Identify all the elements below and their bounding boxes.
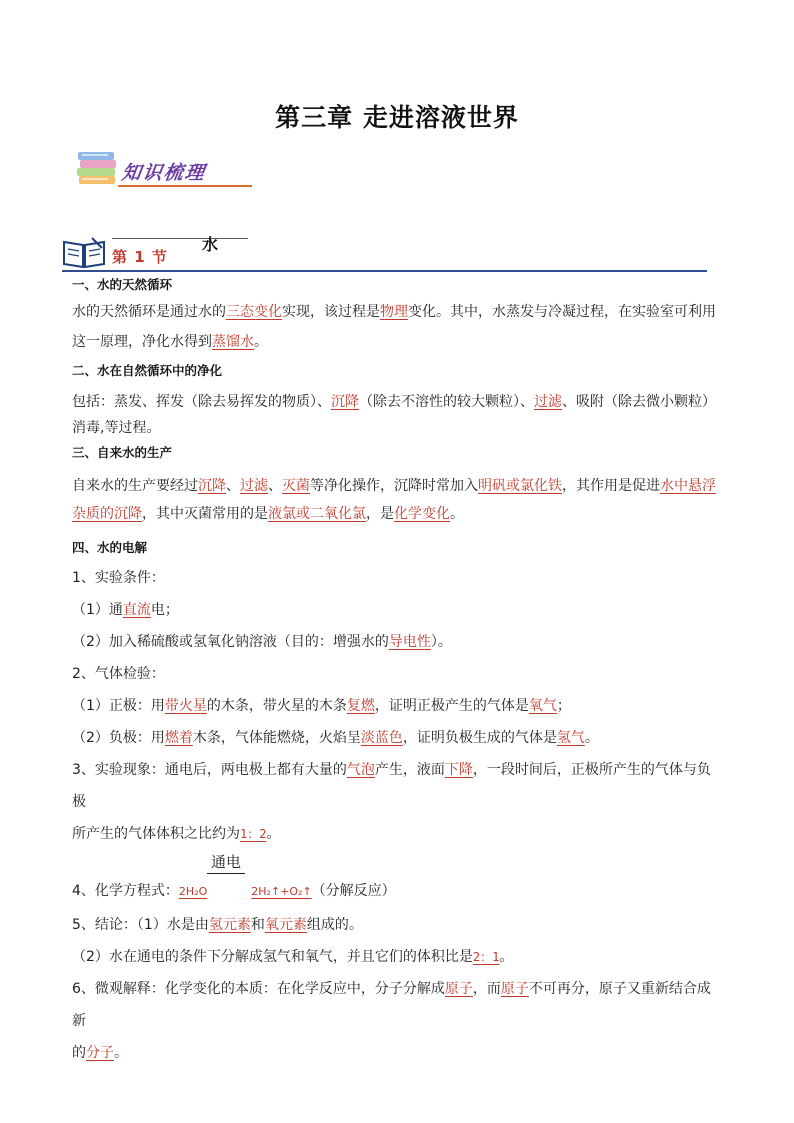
heading-natural-purification: 二、水在自然循环中的净化 — [72, 363, 223, 378]
content — [72, 274, 724, 1069]
equation-right: 2H₂↑+O₂↑ — [251, 885, 312, 898]
open-book-icon — [62, 236, 106, 270]
answer: 过滤 — [240, 478, 268, 494]
answer: 物理 — [380, 304, 408, 320]
answer: 氧元素 — [264, 917, 307, 933]
paragraph: 3、实验现象：通电后，两电极上都有大量的气泡产生，液面下降，一段时间后，正极所产生的气体与负极 — [72, 762, 711, 810]
equation-left: 2H₂O — [178, 885, 208, 898]
answer: 复燃 — [346, 698, 375, 714]
answer: 分子 — [86, 1045, 114, 1061]
answer: 化学变化 — [394, 506, 450, 522]
answer: 蒸馏水 — [212, 334, 254, 350]
paragraph: 的分子。 — [72, 1045, 128, 1061]
condition-label: 通电 — [207, 852, 245, 874]
paragraph: 水的天然循环是通过水的三态变化实现，该过程是物理变化。其中，水蒸发与冷凝过程，在实验室可利用 — [72, 304, 716, 320]
answer: 氢气 — [556, 730, 585, 746]
answer: 杂质的沉降 — [72, 506, 142, 522]
answer: 灭菌 — [282, 478, 310, 494]
paragraph: 5、结论：（1）水是由氢元素和氧元素组成的。 — [72, 917, 363, 933]
section-rule — [62, 270, 707, 272]
answer: 氧气 — [528, 698, 557, 714]
section-topline — [112, 238, 248, 239]
answer: 原子 — [500, 981, 529, 997]
paragraph: （1）正极：用带火星的木条，带火星的木条复燃，证明正极产生的气体是氧气； — [72, 698, 571, 714]
answer: 直流 — [122, 602, 151, 618]
paragraph: （2）加入稀硫酸或氢氧化钠溶液（目的：增强水的导电性）。 — [72, 634, 452, 650]
paragraph: （1）通直流电； — [72, 602, 179, 618]
answer: 三态变化 — [226, 304, 282, 320]
section-name: 水 — [202, 235, 219, 254]
paragraph: 杂质的沉降，其中灭菌常用的是液氯或二氧化氯，是化学变化。 — [72, 506, 464, 522]
answer: 气泡 — [346, 762, 375, 778]
answer: 液氯或二氧化氯 — [268, 506, 366, 522]
paragraph: 包括：蒸发、挥发（除去易挥发的物质）、沉降（除去不溶性的较大颗粒）、过滤、吸附（除去微小颗粒） — [72, 394, 716, 410]
paragraph: 这一原理，净化水得到蒸馏水。 — [72, 334, 268, 350]
chemical-equation: 4、化学方程式：2H₂O 2H₂↑+O₂↑（分解反应） — [72, 883, 396, 899]
paragraph: （2）负极：用燃着木条，气体能燃烧，火焰呈淡蓝色，证明负极生成的气体是氢气。 — [72, 730, 599, 746]
heading-water-cycle: 一、水的天然循环 — [72, 277, 173, 292]
paragraph: （2）水在通电的条件下分解成氢气和氧气，并且它们的体积比是2：1。 — [72, 949, 514, 965]
paragraph: 1、实验条件： — [72, 570, 165, 586]
heading-tap-water: 三、自来水的生产 — [72, 445, 173, 460]
answer: 氢元素 — [208, 917, 251, 933]
answer: 原子 — [444, 981, 473, 997]
answer: 水中悬浮 — [660, 478, 716, 494]
answer: 1：2 — [240, 827, 267, 841]
books-icon — [74, 148, 122, 190]
paragraph: 所产生的气体体积之比约为1：2。 — [72, 826, 281, 842]
section-header — [62, 228, 707, 274]
page-title: 第三章 走进溶液世界 — [275, 103, 519, 132]
knowledge-banner-text: 知识梳理 — [120, 162, 208, 184]
answer: 下降 — [444, 762, 473, 778]
knowledge-banner — [74, 148, 252, 192]
banner-underline — [118, 185, 252, 187]
reaction-condition — [72, 852, 724, 878]
answer: 沉降 — [198, 478, 226, 494]
paragraph: 消毒,等过程。 — [72, 420, 161, 436]
paragraph: 6、微观解释：化学变化的本质：在化学反应中，分子分解成原子，而原子不可再分，原子又重新结合成新 — [72, 981, 711, 1029]
paragraph: 2、气体检验： — [72, 666, 165, 682]
paragraph: 自来水的生产要经过沉降、过滤、灭菌等净化操作，沉降时常加入明矾或氯化铁，其作用是促进水中悬浮 — [72, 478, 716, 494]
answer: 2：1 — [472, 950, 500, 964]
answer: 淡蓝色 — [360, 730, 403, 746]
answer: 过滤 — [534, 394, 562, 410]
answer: 导电性 — [388, 634, 431, 650]
answer: 燃着 — [164, 730, 193, 746]
answer: 明矾或氯化铁 — [478, 478, 562, 494]
answer: 沉降 — [331, 394, 359, 410]
answer: 带火星 — [164, 698, 207, 714]
heading-electrolysis: 四、水的电解 — [72, 540, 148, 555]
section-number: 第 1 节 — [112, 248, 168, 266]
